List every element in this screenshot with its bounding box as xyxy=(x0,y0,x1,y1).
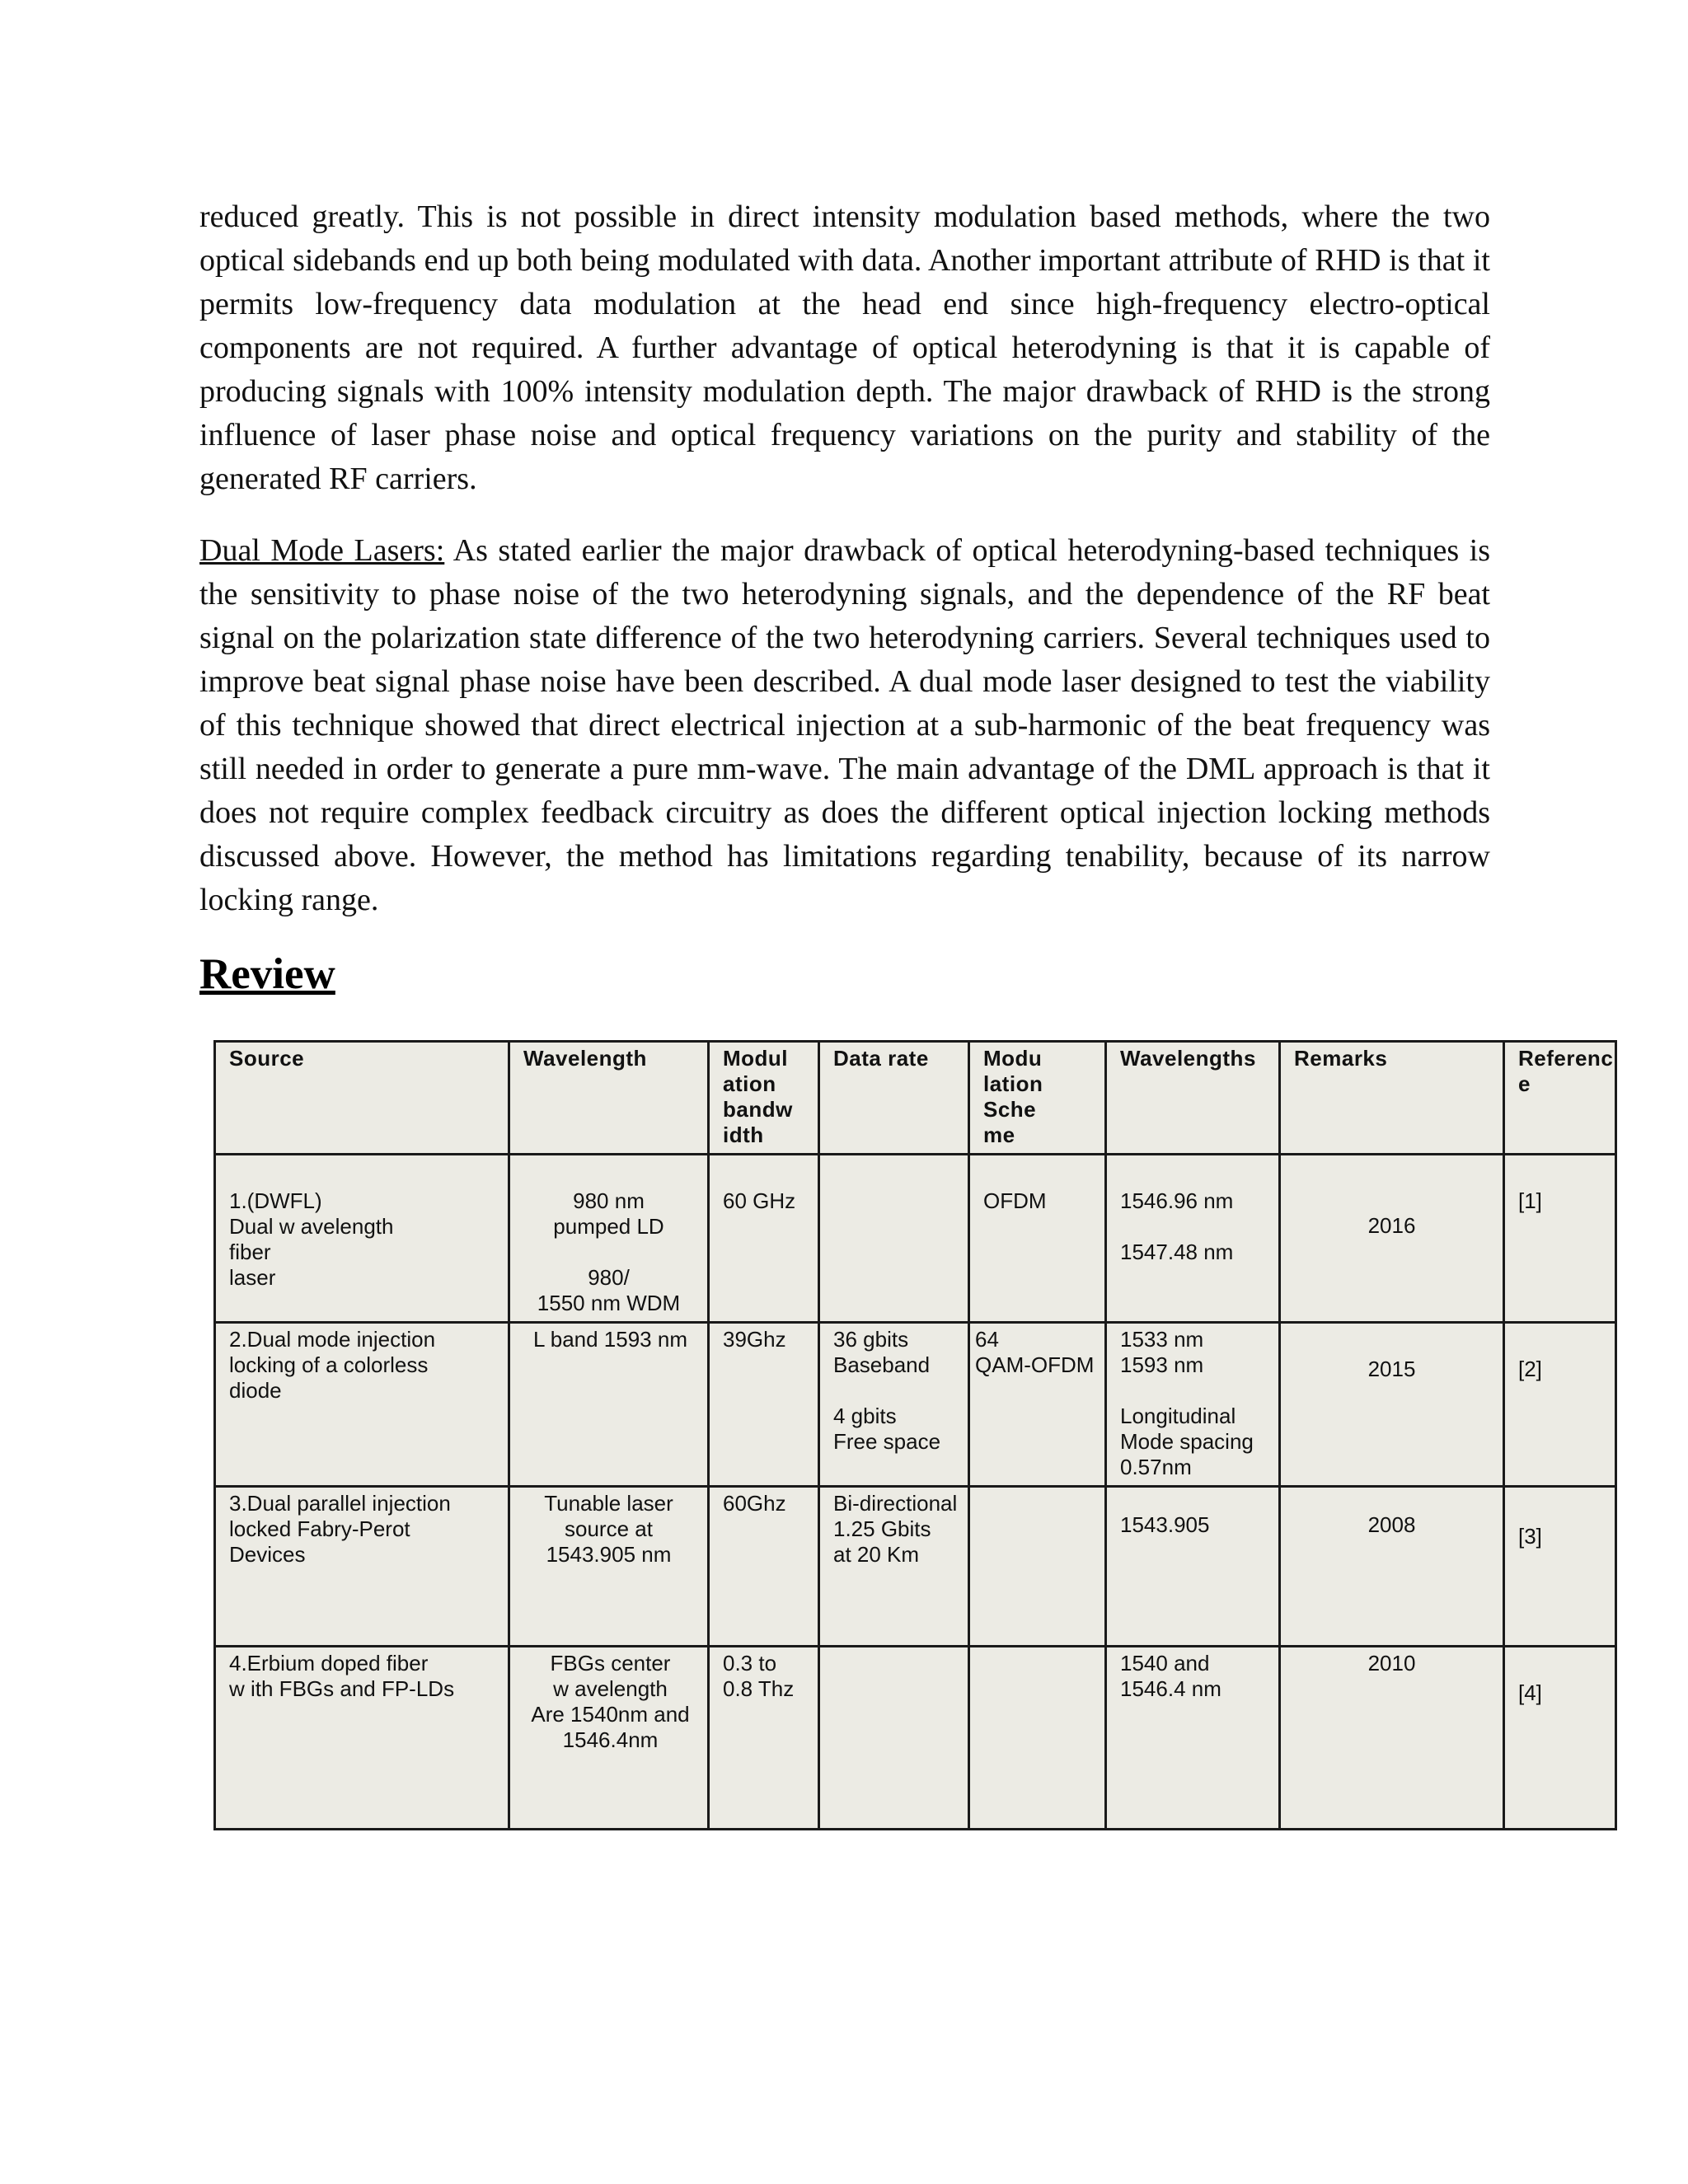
cell-remarks: 2016 xyxy=(1280,1155,1504,1323)
cell-reference: [4] xyxy=(1504,1647,1616,1830)
cell-modulation-scheme xyxy=(969,1647,1106,1830)
cell-modulation-bandwidth: 60Ghz xyxy=(709,1487,819,1647)
cell-wavelength: FBGs center w avelength Are 1540nm and 1546.4nm xyxy=(509,1647,709,1830)
paragraph-rhd: reduced greatly. This is not possible in direct intensity modulation based methods, where the two optical sidebands end up both being modulated with data. Another important attribute of RHD is that it permits low-frequency data modulation at the head end since high-frequency electro-optical components are not required. A further advantage of optical heterodyning is that it is capable of producing signals with 100% intensity modulation depth. The major drawback of RHD is the strong influence of laser phase noise and optical frequency variations on the purity and stability of the generated RF carriers. xyxy=(199,199,1490,496)
cell-source: 1.(DWFL) Dual w avelength fiber laser xyxy=(215,1155,509,1323)
cell-data-rate: 36 gbits Baseband 4 gbits Free space xyxy=(819,1323,969,1487)
cell-modulation-scheme: 64 QAM-OFDM xyxy=(969,1323,1106,1487)
review-table xyxy=(213,1040,1617,1830)
cell-modulation-bandwidth: 60 GHz xyxy=(709,1155,819,1323)
cell-modulation-bandwidth: 0.3 to 0.8 Thz xyxy=(709,1647,819,1830)
cell-wavelengths: 1533 nm 1593 nm Longitudinal Mode spacing 0.57nm xyxy=(1106,1323,1280,1487)
header-wavelengths: Wavelengths xyxy=(1106,1042,1280,1155)
cell-wavelengths: 1546.96 nm 1547.48 nm xyxy=(1106,1155,1280,1323)
cell-reference: [2] xyxy=(1504,1323,1616,1487)
table-header-row xyxy=(215,1042,1616,1155)
paragraph-body-dual-mode-lasers: As stated earlier the major drawback of optical heterodyning-based techniques is the sensitivity to phase noise of the two heterodyning signals, and the dependence of the RF beat signal on the polarization state difference of the two heterodyning carriers. Several techniques used to improve beat signal phase noise have been described. A dual mode laser designed to test the viability of this technique showed that direct electrical injection at a sub-harmonic of the beat frequency was still needed in order to generate a pure mm-wave. The main advantage of the DML approach is that it does not require complex feedback circuitry as does the different optical injection locking methods discussed above. However, the method has limitations regarding tenability, because of its narrow locking range. xyxy=(199,533,1490,917)
header-data-rate: Data rate xyxy=(819,1042,969,1155)
cell-wavelength: Tunable laser source at 1543.905 nm xyxy=(509,1487,709,1647)
header-reference xyxy=(1504,1042,1616,1155)
cell-source: 3.Dual parallel injection locked Fabry-Perot Devices xyxy=(215,1487,509,1647)
cell-wavelength: L band 1593 nm xyxy=(509,1323,709,1487)
cell-data-rate xyxy=(819,1647,969,1830)
cell-source: 2.Dual mode injection locking of a colorless diode xyxy=(215,1323,509,1487)
table-row xyxy=(215,1647,1616,1830)
cell-modulation-bandwidth: 39Ghz xyxy=(709,1323,819,1487)
paragraph-dual-mode-lasers xyxy=(199,529,1490,922)
cell-reference: [3] xyxy=(1504,1487,1616,1647)
header-wavelength: Wavelength xyxy=(509,1042,709,1155)
header-modulation-scheme: Modu lation Sche me xyxy=(969,1042,1106,1155)
cell-wavelengths: 1540 and 1546.4 nm xyxy=(1106,1647,1280,1830)
cell-data-rate: Bi-directional 1.25 Gbits at 20 Km xyxy=(819,1487,969,1647)
paragraph-lead-dual-mode-lasers: Dual Mode Lasers: xyxy=(199,533,445,568)
cell-remarks: 2015 xyxy=(1280,1323,1504,1487)
cell-remarks: 2010 xyxy=(1280,1647,1504,1830)
table-row xyxy=(215,1323,1616,1487)
cell-source: 4.Erbium doped fiber w ith FBGs and FP-LDs xyxy=(215,1647,509,1830)
header-source: Source xyxy=(215,1042,509,1155)
table-row xyxy=(215,1155,1616,1323)
cell-wavelength: 980 nm pumped LD 980/ 1550 nm WDM xyxy=(509,1155,709,1323)
cell-reference: [1] xyxy=(1504,1155,1616,1323)
header-remarks: Remarks xyxy=(1280,1042,1504,1155)
section-heading-review: Review xyxy=(199,950,335,998)
header-reference-text: Referenc e xyxy=(1518,1046,1614,1096)
cell-remarks: 2008 xyxy=(1280,1487,1504,1647)
cell-wavelengths: 1543.905 xyxy=(1106,1487,1280,1647)
cell-modulation-scheme xyxy=(969,1487,1106,1647)
cell-modulation-scheme: OFDM xyxy=(969,1155,1106,1323)
cell-data-rate xyxy=(819,1155,969,1323)
header-modulation-bandwidth: Modul ation bandw idth xyxy=(709,1042,819,1155)
table-row xyxy=(215,1487,1616,1647)
